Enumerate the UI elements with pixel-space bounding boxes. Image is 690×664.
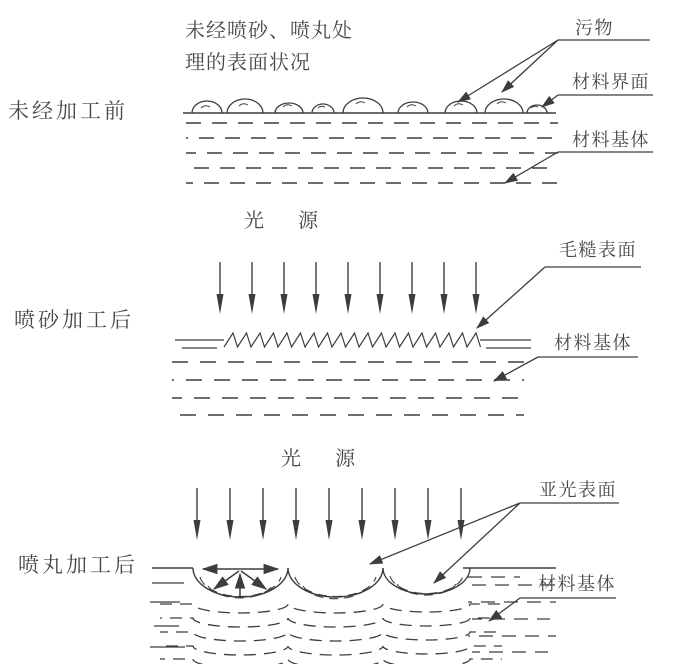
light-source-label-2: 光 源 (281, 448, 357, 470)
diagram-title-line-1: 未经喷砂、喷丸处 (185, 20, 353, 42)
light-source-label-1: 光 源 (244, 210, 320, 232)
wavy-substrate (160, 604, 502, 664)
callout-material-substrate-2: 材料基体 (554, 333, 632, 353)
substrate-hatching-2 (172, 362, 524, 415)
row-label-before-processing: 未经加工前 (8, 100, 128, 123)
callout-material-substrate-3: 材料基体 (538, 574, 616, 594)
callout-lines-3 (370, 503, 619, 621)
row-label-after-sandblasting: 喷砂加工后 (14, 309, 134, 332)
dimpled-surface (152, 568, 556, 599)
callout-dirt: 污物 (575, 18, 614, 38)
substrate-hatching-1 (186, 123, 558, 183)
callout-rough-surface: 毛糙表面 (559, 240, 637, 260)
callout-material-substrate-1: 材料基体 (572, 130, 650, 150)
callout-lines-2 (477, 267, 641, 381)
light-rays-2 (194, 488, 465, 540)
scatter-arrows (203, 569, 278, 598)
diagram-title-line-2: 理的表面状况 (185, 52, 311, 74)
sawtooth-surface (175, 333, 531, 348)
callout-material-interface: 材料界面 (572, 72, 650, 92)
callout-lines-1 (458, 40, 653, 183)
callout-matte-surface: 亚光表面 (539, 480, 617, 500)
contamination-bumps (192, 98, 547, 113)
row-label-after-shot-peening: 喷丸加工后 (18, 554, 138, 577)
light-rays-1 (217, 262, 480, 314)
